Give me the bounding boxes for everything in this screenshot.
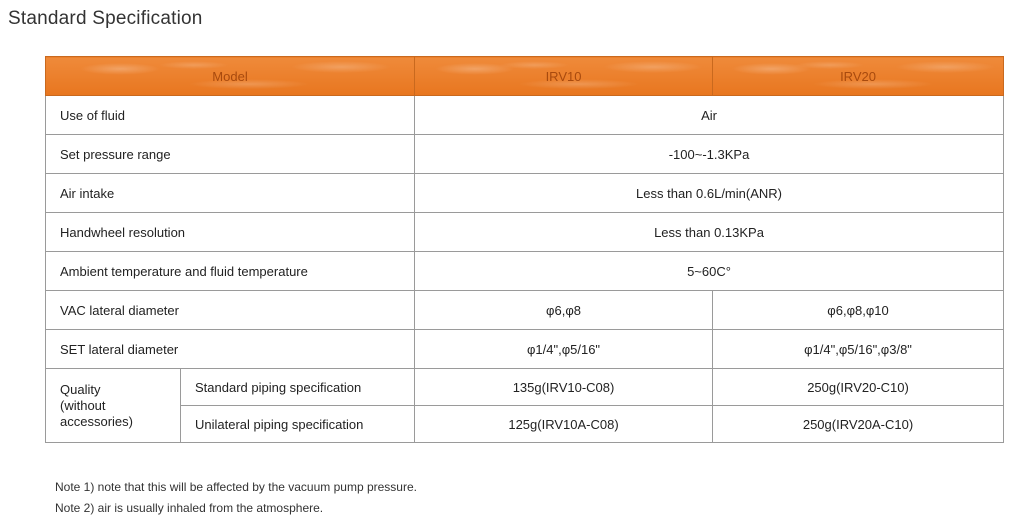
quality-label-line2: (without [60, 397, 106, 413]
row-value: Less than 0.13KPa [415, 213, 1004, 252]
vac-label: VAC lateral diameter [46, 291, 415, 330]
spec-table [45, 56, 1004, 443]
page-title: Standard Specification [8, 8, 203, 29]
row-label: Use of fluid [46, 96, 415, 135]
table-row-quality-standard [46, 369, 1004, 406]
row-label: Ambient temperature and fluid temperature [46, 252, 415, 291]
row-label: Handwheel resolution [46, 213, 415, 252]
quality-label-line3: accessories) [60, 413, 133, 429]
table-row-vac [46, 291, 1004, 330]
unilateral-irv20: 250g(IRV20A-C10) [713, 406, 1004, 443]
unilateral-irv10: 125g(IRV10A-C08) [415, 406, 713, 443]
table-row-quality-unilateral [46, 406, 1004, 443]
note-1: Note 1) note that this will be affected by the vacuum pump pressure. [55, 480, 417, 494]
unilateral-piping-label: Unilateral piping specification [181, 406, 415, 443]
standard-irv20: 250g(IRV20-C10) [713, 369, 1004, 406]
row-label: Air intake [46, 174, 415, 213]
header-irv20: IRV20 [713, 57, 1004, 96]
set-irv20: φ1/4",φ5/16",φ3/8" [713, 330, 1004, 369]
table-row [46, 174, 1004, 213]
standard-piping-label: Standard piping specification [181, 369, 415, 406]
table-row [46, 252, 1004, 291]
row-value: Less than 0.6L/min(ANR) [415, 174, 1004, 213]
table-row [46, 96, 1004, 135]
row-value: -100~-1.3KPa [415, 135, 1004, 174]
table-row [46, 135, 1004, 174]
header-irv10: IRV10 [415, 57, 713, 96]
set-irv10: φ1/4",φ5/16" [415, 330, 713, 369]
vac-irv20: φ6,φ8,φ10 [713, 291, 1004, 330]
set-label: SET lateral diameter [46, 330, 415, 369]
table-row-set [46, 330, 1004, 369]
table-header-row [46, 57, 1004, 96]
row-value: 5~60C° [415, 252, 1004, 291]
table-row [46, 213, 1004, 252]
quality-label-line1: Quality [60, 381, 101, 397]
standard-irv10: 135g(IRV10-C08) [415, 369, 713, 406]
row-value: Air [415, 96, 1004, 135]
row-label: Set pressure range [46, 135, 415, 174]
vac-irv10: φ6,φ8 [415, 291, 713, 330]
header-model: Model [46, 57, 415, 96]
note-2: Note 2) air is usually inhaled from the atmosphere. [55, 501, 324, 515]
quality-label [46, 369, 181, 443]
